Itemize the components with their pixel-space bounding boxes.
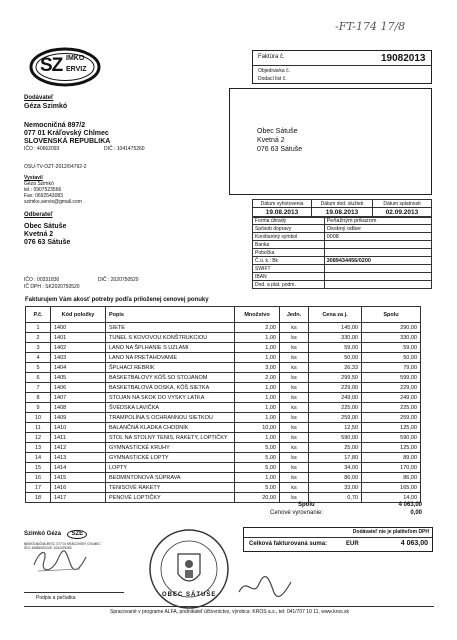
item-unit: ks (280, 323, 309, 333)
date-delivery: 19.08.2013 (312, 208, 373, 218)
col-total: Spolu (362, 307, 421, 323)
item-description: TRAMPOLÍNA S OCHRANNOU SIETKOU (106, 413, 235, 423)
row-number: 14 (26, 453, 51, 463)
supplier-label: Dodávateľ (24, 95, 54, 101)
item-quantity: 1,00 (235, 433, 280, 443)
supplier-country: SLOVENSKÁ REPUBLIKA (24, 138, 111, 145)
contact-fax: Fax: 0692543083 (24, 193, 63, 199)
payment-row (253, 265, 432, 273)
item-unit: ks (280, 423, 309, 433)
item-total: 50,00 (362, 353, 421, 363)
contact-name: Géza Szimkó (24, 181, 54, 187)
item-quantity: 5,00 (235, 443, 280, 453)
payment-value: Peňažným prikazom (324, 217, 431, 225)
col-qty: Množstvo (235, 307, 280, 323)
payment-row (253, 273, 432, 281)
item-total: 170,00 (362, 463, 421, 473)
item-unit: ks (280, 383, 309, 393)
payment-value (324, 241, 431, 249)
col-desc: Popis (106, 307, 235, 323)
item-description: PENOVÉ LOPTIČKY (106, 493, 235, 503)
row-number: 11 (26, 423, 51, 433)
item-price: 59,00 (309, 343, 362, 353)
item-price: 25,00 (309, 443, 362, 453)
payment-label: Spôsob dopravy (253, 225, 325, 233)
table-row (26, 403, 421, 413)
item-unit: ks (280, 343, 309, 353)
item-total: 599,00 (362, 373, 421, 383)
item-price: 145,00 (309, 323, 362, 333)
table-row (26, 463, 421, 473)
item-quantity: 1,00 (235, 473, 280, 483)
recipient-block (24, 212, 224, 247)
invoice-header-box (252, 50, 432, 84)
item-quantity: 20,00 (235, 493, 280, 503)
item-unit: ks (280, 463, 309, 473)
supplier-street: Nemocničná 897/2 (24, 122, 86, 129)
item-price: 590,00 (309, 433, 362, 443)
stamp-line-1: NEMOCNIČNÁ 897/2, 077 01 KRÁĽOVSKÝ CHLMEC (24, 542, 101, 546)
item-description: TUNEL S KOVOVOU KONŠTRUKCIOU (106, 333, 235, 343)
table-row (26, 443, 421, 453)
item-price: 50,00 (309, 353, 362, 363)
row-number: 10 (26, 413, 51, 423)
signature (30, 545, 90, 577)
item-unit: ks (280, 453, 309, 463)
table-row (26, 493, 421, 503)
signature-label: Podpis a pečiatka (36, 595, 76, 601)
item-code: 1413 (51, 453, 106, 463)
item-unit: ks (280, 493, 309, 503)
item-description: ŠPLHACÍ REBRÍK (106, 363, 235, 373)
item-code: 1401 (51, 333, 106, 343)
payment-value (324, 281, 431, 289)
recipient-icdph: IČ DPH : SK2020750520 (24, 284, 80, 290)
item-price: 0,70 (309, 493, 362, 503)
item-code: 1409 (51, 413, 106, 423)
payment-label: Dod. a plat. podm. (253, 281, 325, 289)
item-price: 249,00 (309, 393, 362, 403)
item-total: 89,00 (362, 453, 421, 463)
item-code: 1403 (51, 353, 106, 363)
item-description: STOJAN NA SKOK DO VYSKY LATKA (106, 393, 235, 403)
item-description: BEDMINTONOVÁ SÚPRAVA (106, 473, 235, 483)
stamp-brand: SZE (67, 530, 87, 539)
item-total: 249,00 (362, 393, 421, 403)
item-price: 299,50 (309, 373, 362, 383)
table-row (26, 383, 421, 393)
date-due: 02.09.2013 (372, 208, 431, 218)
payment-value (324, 273, 431, 281)
item-unit: ks (280, 483, 309, 493)
item-description: SIETE (106, 323, 235, 333)
address-name: Obec Sátuše (257, 128, 298, 135)
item-quantity: 5,00 (235, 453, 280, 463)
row-number: 3 (26, 343, 51, 353)
logo-side: ERVIZ (66, 66, 87, 73)
item-code: 1404 (51, 363, 106, 373)
payment-row (253, 257, 432, 265)
item-description: BASKETBALOVÁ DOSKA, KÔŠ SIETKA (106, 383, 235, 393)
rounding-value: 0,00 (410, 510, 422, 516)
recipient-dic: DIČ : 2020750520 (98, 277, 139, 283)
table-row (26, 353, 421, 363)
recipient-label: Odberateľ (24, 212, 53, 218)
item-unit: ks (280, 333, 309, 343)
sum-value: 4 063,00 (398, 502, 422, 508)
payment-value: 0008 (324, 233, 431, 241)
item-total: 330,00 (362, 333, 421, 343)
row-number: 15 (26, 463, 51, 473)
item-code: 1408 (51, 403, 106, 413)
item-unit: ks (280, 473, 309, 483)
payment-value: Osobný odber (324, 225, 431, 233)
logo-mark: SZ (40, 55, 63, 76)
item-quantity: 2,00 (235, 373, 280, 383)
item-total: 59,00 (362, 343, 421, 353)
item-price: 229,00 (309, 383, 362, 393)
address-window (229, 88, 432, 195)
table-row (26, 433, 421, 443)
row-number: 4 (26, 353, 51, 363)
invoice-intro: Fakturujem Vám akosť potreby podľa priloženej cenovej ponuky (25, 297, 209, 303)
item-description: LOPTY (106, 463, 235, 473)
payment-row (253, 241, 432, 249)
payment-label: Konštantný symbol (253, 233, 325, 241)
supplier-dic: DIČ : 1041475260 (104, 146, 145, 152)
item-quantity: 1,00 (235, 393, 280, 403)
address-street: Kvetná 2 (257, 137, 285, 144)
table-row (26, 423, 421, 433)
table-row (26, 453, 421, 463)
item-quantity: 1,00 (235, 413, 280, 423)
supplier-registration: OSU-TV-OZT-2012/04792-2 (24, 164, 87, 170)
item-description: LANO NA ŠPLHANIE S UZLAMI (106, 343, 235, 353)
item-description: BASKETBALOVÝ KÔŠ SO STOJANOM (106, 373, 235, 383)
item-description: TENISOVÉ RAKETY (106, 483, 235, 493)
footer-text: Spracované v programe ALFA, podnikateľ účtovníctvo, výrobca: KROS a.s., tel: 041/707 10 11, www.kros.sk (110, 609, 349, 615)
item-quantity: 1,00 (235, 353, 280, 363)
item-quantity: 1,00 (235, 383, 280, 393)
table-row (26, 393, 421, 403)
item-code: 1402 (51, 343, 106, 353)
item-code: 1407 (51, 393, 106, 403)
item-total: 165,00 (362, 483, 421, 493)
item-total: 86,00 (362, 473, 421, 483)
date-delivery-header: Dátum dod. služieb (312, 200, 373, 208)
row-number: 6 (26, 373, 51, 383)
items-table (25, 306, 421, 503)
row-number: 8 (26, 393, 51, 403)
item-description: GYMNASTICKÉ LOPTY (106, 453, 235, 463)
supplier-city: 077 01 Kráľovský Chlmec (24, 130, 109, 137)
table-row (26, 473, 421, 483)
municipality-signature (235, 574, 295, 602)
item-code: 1415 (51, 473, 106, 483)
payment-value (324, 265, 431, 273)
supplier-ico: IČO : 40662093 (24, 146, 60, 152)
payment-row (253, 225, 432, 233)
sum-label: Spolu (298, 502, 315, 508)
delivery-no-label: Dodací list č. (258, 76, 287, 82)
date-issue-header: Dátum vyhotovenia (253, 200, 312, 208)
payment-row (253, 249, 432, 257)
item-description: BALANČNÁ KLADKA CHODNÍK (106, 423, 235, 433)
recipient-name: Obec Sátuše (24, 223, 67, 230)
table-row (26, 343, 421, 353)
table-row (26, 323, 421, 333)
logo-top: IMKO (66, 55, 85, 62)
item-price: 33,00 (309, 483, 362, 493)
item-unit: ks (280, 353, 309, 363)
item-code: 1412 (51, 443, 106, 453)
item-total: 590,00 (362, 433, 421, 443)
item-quantity: 1,00 (235, 343, 280, 353)
item-code: 1406 (51, 383, 106, 393)
date-issue: 19.08.2013 (253, 208, 312, 218)
row-number: 2 (26, 333, 51, 343)
item-quantity: 1,00 (235, 333, 280, 343)
recipient-ico: IČO : 00331830 (24, 277, 60, 283)
item-price: 34,00 (309, 463, 362, 473)
item-quantity: 3,00 (235, 363, 280, 373)
grand-total-label: Celková fakturovaná suma: (249, 541, 328, 547)
item-total: 259,00 (362, 413, 421, 423)
payment-label: Banka (253, 241, 325, 249)
col-price: Cena za j. (309, 307, 362, 323)
contact-email: szimko.servis@gmail.com (24, 199, 82, 205)
item-code: 1405 (51, 373, 106, 383)
row-number: 16 (26, 473, 51, 483)
company-logo (28, 46, 102, 88)
row-number: 17 (26, 483, 51, 493)
payment-label: SWIFT (253, 265, 325, 273)
item-price: 12,50 (309, 423, 362, 433)
col-code: Kód položky (51, 307, 106, 323)
item-price: 330,00 (309, 333, 362, 343)
item-total: 225,00 (362, 403, 421, 413)
item-description: ŠVÉDSKA LAVIČKA (106, 403, 235, 413)
item-total: 125,00 (362, 443, 421, 453)
row-number: 7 (26, 383, 51, 393)
rounding-label: Cenové vyrovnanie: (270, 510, 324, 516)
item-quantity: 5,00 (235, 463, 280, 473)
contact-label: Vystavil (24, 175, 43, 181)
invoice-number: 19082013 (381, 53, 426, 64)
row-number: 5 (26, 363, 51, 373)
payment-label: Č.ú. k.: Bk (253, 257, 325, 265)
item-total: 290,00 (362, 323, 421, 333)
grand-total-value: 4 063,00 (400, 540, 428, 547)
item-price: 26,33 (309, 363, 362, 373)
payment-table (252, 216, 432, 289)
item-total: 229,00 (362, 383, 421, 393)
item-unit: ks (280, 403, 309, 413)
item-quantity: 5,00 (235, 483, 280, 493)
item-description: GYMNASTICKÉ KRUHY (106, 443, 235, 453)
payment-row (253, 281, 432, 289)
item-price: 259,00 (309, 413, 362, 423)
col-unit: Jedn. (280, 307, 309, 323)
item-code: 1414 (51, 463, 106, 473)
grand-total-box (243, 527, 433, 552)
address-city: 076 63 Sátuše (257, 146, 303, 153)
supplier-block (24, 95, 229, 205)
table-row (26, 333, 421, 343)
order-no-label: Objednávka č. (258, 68, 290, 74)
item-unit: ks (280, 363, 309, 373)
contact-tel: tel.: 0907523566 (24, 187, 62, 193)
payment-label: IBAN (253, 273, 325, 281)
row-number: 12 (26, 433, 51, 443)
item-total: 125,00 (362, 423, 421, 433)
item-unit: ks (280, 393, 309, 403)
table-row (26, 413, 421, 423)
item-code: 1410 (51, 423, 106, 433)
table-row (26, 363, 421, 373)
municipality-stamp (148, 528, 230, 610)
item-price: 86,00 (309, 473, 362, 483)
item-unit: ks (280, 433, 309, 443)
item-code: 1411 (51, 433, 106, 443)
item-quantity: 2,00 (235, 323, 280, 333)
date-due-header: Dátum splatnosti (372, 200, 431, 208)
item-quantity: 1,00 (235, 403, 280, 413)
payment-label: Forma úhrady (253, 217, 325, 225)
payment-row (253, 233, 432, 241)
item-description: LANO NA PREŤAHOVANIE (106, 353, 235, 363)
table-row (26, 373, 421, 383)
supplier-name: Géza Szimkó (24, 103, 68, 110)
item-total: 14,00 (362, 493, 421, 503)
col-no: P.č. (26, 307, 51, 323)
row-number: 13 (26, 443, 51, 453)
item-description: STOL NA STOLNÝ TENIS, RAKETY, LOPTIČKY (106, 433, 235, 443)
payment-value: 3089434456/0200 (324, 257, 431, 265)
payment-label: Pobočka (253, 249, 325, 257)
item-code: 1417 (51, 493, 106, 503)
stamp-municipality-text: OBEC SÁTUŠE (162, 592, 217, 598)
item-price: 17,80 (309, 453, 362, 463)
row-number: 9 (26, 403, 51, 413)
recipient-city: 076 63 Sátuše (24, 239, 71, 246)
payment-row (253, 217, 432, 225)
payment-value (324, 249, 431, 257)
table-row (26, 483, 421, 493)
invoice-title-label: Faktúra č. (258, 54, 285, 60)
row-number: 1 (26, 323, 51, 333)
item-code: 1400 (51, 323, 106, 333)
item-price: 225,00 (309, 403, 362, 413)
recipient-street: Kvetná 2 (24, 231, 54, 238)
item-total: 79,00 (362, 363, 421, 373)
item-unit: ks (280, 373, 309, 383)
item-unit: ks (280, 413, 309, 423)
vat-note: Dodávateľ nie je platiteľom DPH (352, 529, 429, 535)
grand-total-currency: EUR (346, 541, 359, 547)
item-unit: ks (280, 443, 309, 453)
stamp-company: Szimkó Géza (24, 531, 62, 537)
row-number: 18 (26, 493, 51, 503)
item-quantity: 10,00 (235, 423, 280, 433)
handwritten-note: -FT-174 17/8 (335, 20, 406, 33)
stamp-line-2: IČO: 40662093 DIČ: 1041475260 (24, 546, 72, 550)
item-code: 1416 (51, 483, 106, 493)
